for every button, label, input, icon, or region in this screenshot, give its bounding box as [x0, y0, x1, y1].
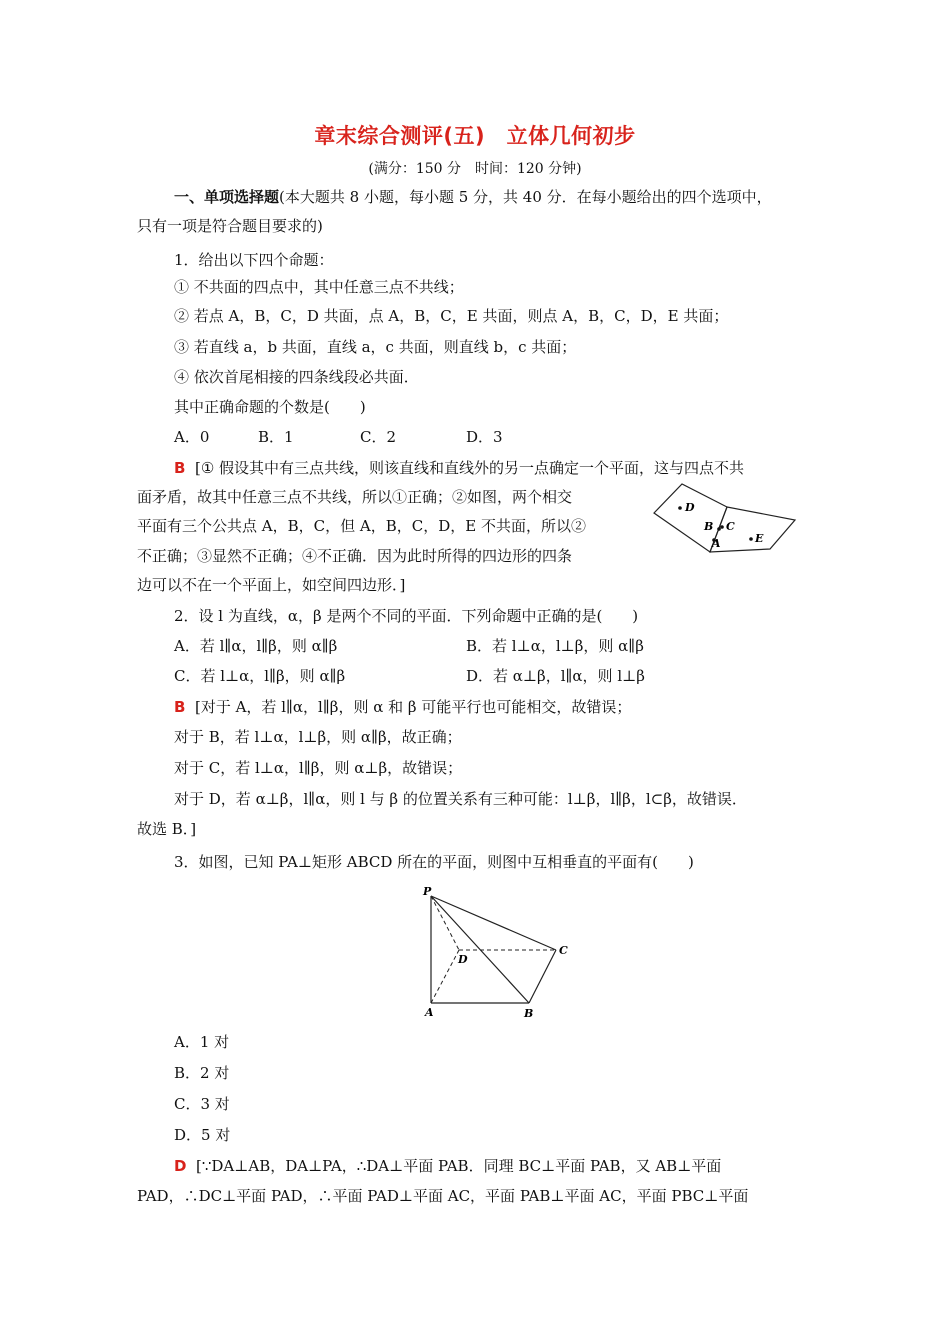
label-d: D [685, 501, 695, 514]
q1-stem: 1．给出以下四个命题： [174, 251, 334, 269]
q1-option-c: C．2 [360, 428, 397, 446]
q2-stem: 2．设 l 为直线，α，β 是两个不同的平面．下列命题中正确的是( ) [174, 607, 639, 625]
point-e [749, 537, 753, 541]
q3-explanation-line-1 [174, 1156, 721, 1176]
section-description-cont: 只有一项是符合题目要求的) [137, 217, 323, 235]
q3-explanation-line-2: PAD，∴DC⊥平面 PAD，∴平面 PAD⊥平面 AC，平面 PAB⊥平面 AC，平面 PBC⊥平面 [137, 1187, 749, 1205]
q1-question: 其中正确命题的个数是( ) [174, 398, 366, 416]
q3-option-c: C．3 对 [174, 1095, 230, 1113]
edge-bc [529, 950, 556, 1003]
edge-pd [431, 896, 459, 950]
plane-right [710, 507, 795, 552]
q1-proposition-2: ② 若点 A，B，C，D 共面，点 A，B，C，E 共面，则点 A，B，C，D，E 共面； [174, 307, 729, 325]
q1-explanation-line-3: 平面有三个公共点 A，B，C，但 A，B，C，D，E 不共面，所以② [137, 517, 586, 535]
q1-option-a: A．0 [174, 428, 210, 446]
q1-option-b: B．1 [258, 428, 294, 446]
q3-pyramid-figure [418, 884, 578, 1022]
q2-explanation-text: [对于 A，若 l∥α，l∥β，则 α 和 β 可能平行也可能相交，故错误； [194, 698, 632, 716]
label-p: P [423, 885, 432, 898]
label-c: C [559, 944, 568, 957]
q2-answer: B [174, 698, 186, 716]
q1-explanation-line-5: 边可以不在一个平面上，如空间四边形．] [137, 576, 406, 594]
q3-explanation-text: [∵DA⊥AB，DA⊥PA，∴DA⊥平面 PAB．同理 BC⊥平面 PAB，又 AB⊥平面 [196, 1157, 722, 1175]
q1-intersecting-planes-figure [652, 480, 802, 555]
q2-explanation-line-1 [174, 697, 631, 717]
q2-explanation-line-2: 对于 B，若 l⊥α，l⊥β，则 α∥β，故正确； [174, 728, 462, 746]
q3-option-b: B．2 对 [174, 1064, 230, 1082]
q2-option-d: D．若 α⊥β，l∥α，则 l⊥β [466, 667, 645, 685]
edge-pc [431, 896, 556, 950]
q1-answer: B [174, 459, 186, 477]
q1-explanation-line-2: 面矛盾，故其中任意三点不共线，所以①正确；②如图，两个相交 [137, 488, 573, 506]
q1-proposition-4: ④ 依次首尾相接的四条线段必共面． [174, 368, 419, 386]
label-e: E [755, 532, 764, 545]
edge-ad [431, 950, 459, 1003]
point-c [720, 525, 724, 529]
q1-explanation-line-4: 不正确；③显然不正确；④不正确．因为此时所得的四边形的四条 [137, 547, 573, 565]
label-a: A [425, 1006, 434, 1019]
q1-explanation-line-1 [174, 458, 744, 478]
label-a: A [712, 537, 721, 550]
q2-explanation-line-5: 故选 B．] [137, 820, 197, 838]
label-b: B [524, 1007, 534, 1020]
label-d: D [458, 953, 468, 966]
point-d [678, 506, 682, 510]
label-b: B [704, 520, 714, 533]
q3-answer: D [174, 1157, 187, 1175]
q3-stem: 3．如图，已知 PA⊥矩形 ABCD 所在的平面，则图中互相垂直的平面有( ) [174, 853, 694, 871]
section-heading: 一、单项选择题 [174, 188, 280, 206]
q2-option-b: B．若 l⊥α，l⊥β，则 α∥β [466, 637, 644, 655]
q2-option-a: A．若 l∥α，l∥β，则 α∥β [174, 637, 338, 655]
q1-proposition-3: ③ 若直线 a，b 共面，直线 a，c 共面，则直线 b，c 共面； [174, 338, 577, 356]
section-heading-line [174, 187, 772, 207]
q2-explanation-line-4: 对于 D，若 α⊥β，l∥α，则 l 与 β 的位置关系有三种可能：l⊥β，l∥β，l⊂β，故错误． [174, 790, 747, 808]
page-title: 章末综合测评(五) 立体几何初步 [314, 124, 636, 148]
q1-option-d: D．3 [466, 428, 503, 446]
q1-proposition-1: ① 不共面的四点中，其中任意三点不共线； [174, 278, 464, 296]
q1-explanation-text: [① 假设其中有三点共线，则该直线和直线外的另一点确定一个平面，这与四点不共 [194, 459, 745, 477]
page-subtitle: (满分：150 分 时间：120 分钟) [368, 161, 582, 177]
q3-option-d: D．5 对 [174, 1126, 231, 1144]
label-c: C [726, 520, 735, 533]
point-b [717, 527, 721, 531]
q3-option-a: A．1 对 [174, 1033, 230, 1051]
section-description: (本大题共 8 小题，每小题 5 分，共 40 分．在每小题给出的四个选项中， [279, 188, 772, 206]
q2-explanation-line-3: 对于 C，若 l⊥α，l∥β，则 α⊥β，故错误； [174, 759, 463, 777]
q2-option-c: C．若 l⊥α，l∥β，则 α∥β [174, 667, 346, 685]
